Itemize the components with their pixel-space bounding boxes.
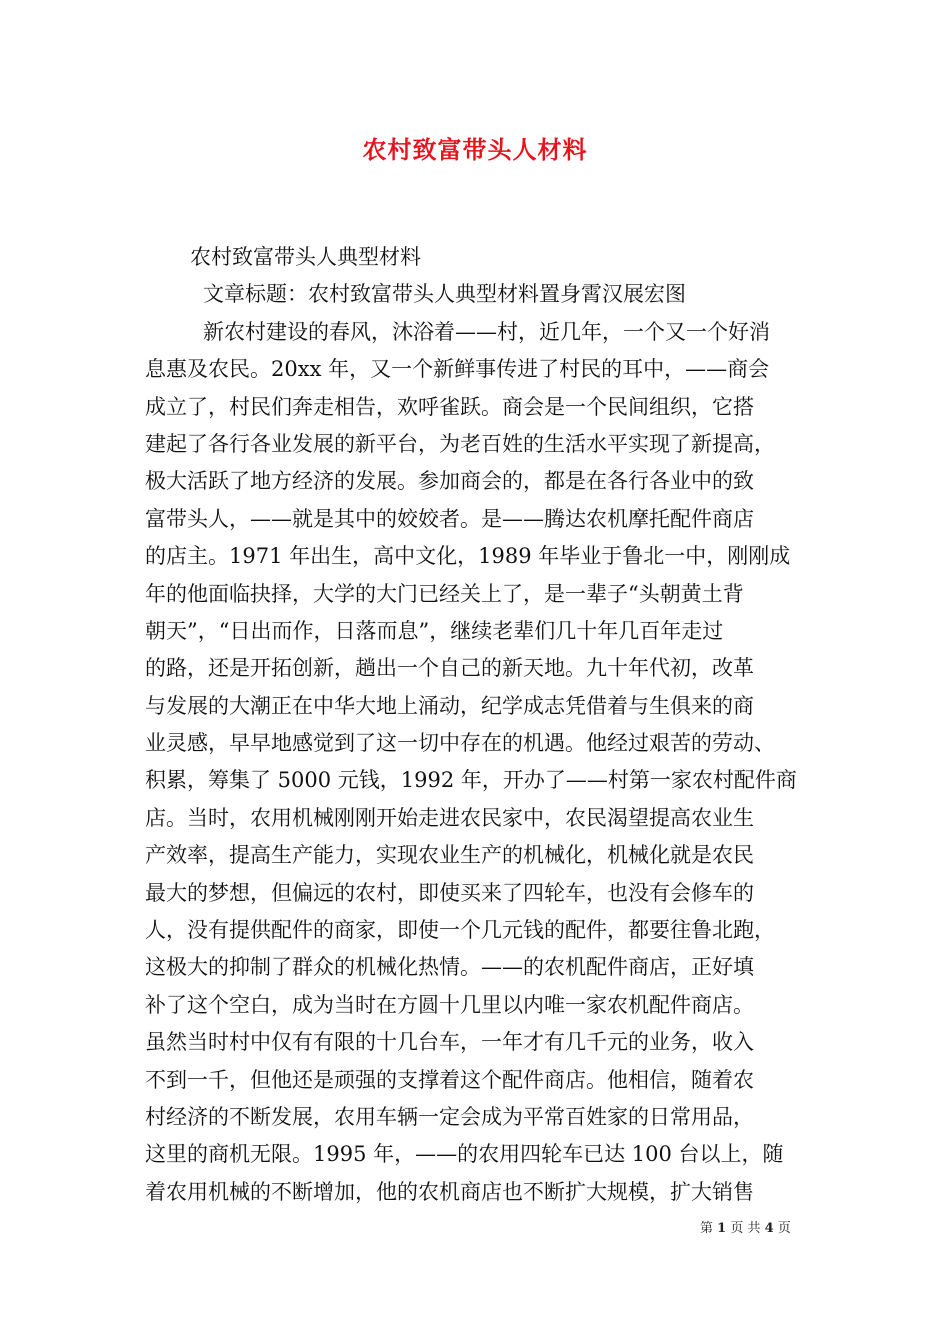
- page-footer: [700, 1220, 820, 1238]
- paragraph-line: 成立了，村民们奔走相告，欢呼雀跃。商会是一个民间组织，它搭: [145, 394, 754, 419]
- paragraph-line: 店。当时，农用机械刚刚开始走进农民家中，农民渴望提高农业生: [145, 805, 754, 830]
- paragraph-line: 富带头人，——就是其中的姣姣者。是——腾达农机摩托配件商店: [145, 506, 754, 531]
- paragraph-line: 最大的梦想，但偏远的农村，即使买来了四轮车，也没有会修车的: [145, 880, 754, 905]
- footer-prefix: 第: [700, 1221, 714, 1236]
- paragraph-line: 朝天”，“日出而作，日落而息”，继续老辈们几十年几百年走过: [145, 618, 724, 643]
- paragraph-line: 补了这个空白，成为当时在方圆十几里以内唯一家农机配件商店。: [145, 992, 754, 1017]
- paragraph-line: 这极大的抑制了群众的机械化热情。——的农机配件商店，正好填: [145, 955, 754, 980]
- article-title-line: 文章标题：农村致富带头人典型材料置身霄汉展宏图: [203, 282, 686, 307]
- paragraph-line: 产效率，提高生产能力，实现农业生产的机械化，机械化就是农民: [145, 843, 754, 868]
- paragraph-line: 虽然当时村中仅有有限的十几台车，一年才有几千元的业务，收入: [145, 1030, 754, 1055]
- paragraph-line: 新农村建设的春风，沐浴着——村，近几年，一个又一个好消: [203, 319, 770, 344]
- subheading: 农村致富带头人典型材料: [190, 245, 421, 269]
- paragraph-line: 与发展的大潮正在中华大地上涌动，纪学成志凭借着与生俱来的商: [145, 693, 754, 718]
- paragraph-line: 的店主。1971 年出生，高中文化，1989 年毕业于鲁北一中，刚刚成: [145, 544, 791, 569]
- paragraph-line: 村经济的不断发展，农用车辆一定会成为平常百姓家的日常用品，: [145, 1104, 754, 1129]
- paragraph-line: 积累，筹集了 5000 元钱，1992 年，开办了——村第一家农村配件商: [145, 768, 797, 793]
- current-page-number: 1: [717, 1221, 727, 1236]
- paragraph-line: 的路，还是开拓创新，趟出一个自己的新天地。九十年代初，改革: [145, 656, 754, 681]
- paragraph-line: 业灵感，早早地感觉到了这一切中存在的机遇。他经过艰苦的劳动、: [145, 731, 775, 756]
- paragraph-line: 极大活跃了地方经济的发展。参加商会的，都是在各行各业中的致: [145, 469, 754, 494]
- paragraph-line: 这里的商机无限。1995 年，——的农用四轮车已达 100 台以上，随: [145, 1142, 784, 1167]
- paragraph-line: 建起了各行各业发展的新平台，为老百姓的生活水平实现了新提高，: [145, 431, 775, 456]
- document-body: [145, 239, 815, 1211]
- footer-middle: 页 共: [730, 1221, 761, 1236]
- paragraph-line: 着农用机械的不断增加，他的农机商店也不断扩大规模，扩大销售: [145, 1179, 754, 1204]
- paragraph-line: 人，没有提供配件的商家，即使一个几元钱的配件，都要往鲁北跑，: [145, 918, 775, 943]
- total-pages-number: 4: [764, 1221, 774, 1236]
- document-title: 农村致富带头人材料: [362, 135, 588, 164]
- paragraph-line: 息惠及农民。20xx 年，又一个新鲜事传进了村民的耳中，——商会: [145, 357, 770, 382]
- paragraph-line: 年的他面临抉择，大学的大门已经关上了，是一辈子“头朝黄土背: [145, 581, 744, 606]
- footer-suffix: 页: [777, 1221, 791, 1236]
- paragraph-line: 不到一千，但他还是顽强的支撑着这个配件商店。他相信，随着农: [145, 1067, 754, 1092]
